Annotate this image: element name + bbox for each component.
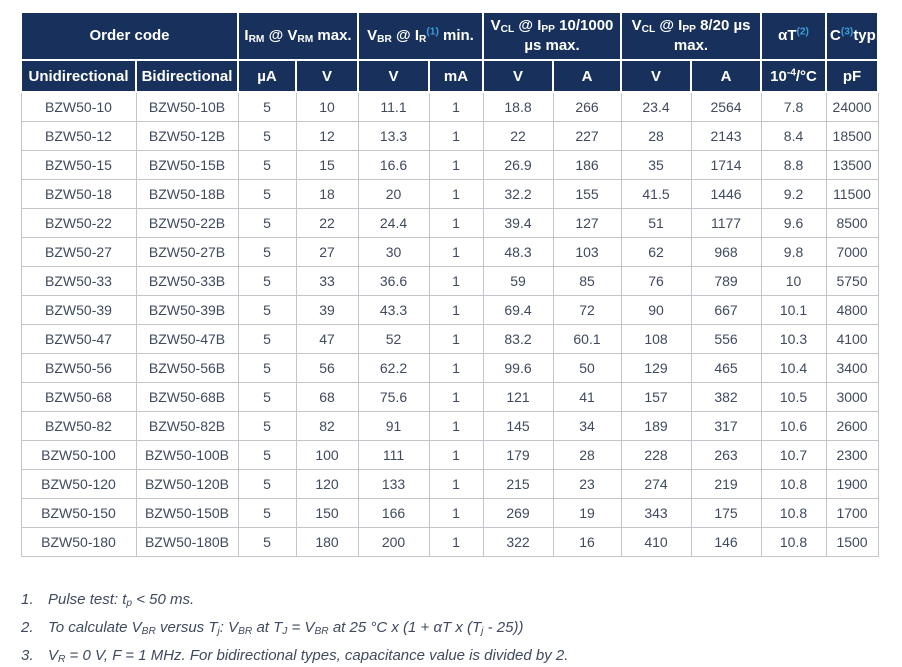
value-cell: 5 (238, 295, 296, 324)
value-cell: 75.6 (358, 382, 429, 411)
value-cell: 2300 (826, 440, 878, 469)
value-cell: 13.3 (358, 121, 429, 150)
value-cell: 111 (358, 440, 429, 469)
value-cell: 5 (238, 353, 296, 382)
value-cell: 22 (296, 208, 358, 237)
value-cell: 215 (483, 469, 553, 498)
value-cell: 2564 (691, 92, 761, 121)
bidirectional-part-cell: BZW50-120B (136, 469, 238, 498)
value-cell: 3000 (826, 382, 878, 411)
table-row (21, 353, 878, 382)
header-alpha-t: $\alpha T^{(2)}$ (761, 12, 826, 60)
value-cell: 1 (429, 208, 483, 237)
unit-volt-vrm: V (296, 60, 358, 92)
value-cell: 5 (238, 150, 296, 179)
table-row (21, 324, 878, 353)
value-cell: 91 (358, 411, 429, 440)
value-cell: 968 (691, 237, 761, 266)
value-cell: 5 (238, 498, 296, 527)
bidirectional-part-cell: BZW50-56B (136, 353, 238, 382)
bidirectional-part-cell: BZW50-33B (136, 266, 238, 295)
value-cell: 228 (621, 440, 691, 469)
value-cell: 5 (238, 527, 296, 556)
footnote-number: 2. (21, 619, 34, 636)
value-cell: 8.8 (761, 150, 826, 179)
value-cell: 127 (553, 208, 621, 237)
bidirectional-part-cell: BZW50-39B (136, 295, 238, 324)
header-vbr-at-ir: $V_{BR}$ @ $I_R^{(1)}$ min. (358, 12, 483, 60)
footnote-text: Pulse test: $t_p < 50$ ms. (48, 591, 195, 610)
table-row (21, 150, 878, 179)
value-cell: 7.8 (761, 92, 826, 121)
value-cell: 10.3 (761, 324, 826, 353)
value-cell: 1 (429, 353, 483, 382)
value-cell: 145 (483, 411, 553, 440)
value-cell: 1 (429, 266, 483, 295)
unidirectional-part-cell: BZW50-68 (21, 382, 136, 411)
unidirectional-part-cell: BZW50-180 (21, 527, 136, 556)
value-cell: 5 (238, 382, 296, 411)
bidirectional-part-cell: BZW50-12B (136, 121, 238, 150)
unidirectional-part-cell: BZW50-82 (21, 411, 136, 440)
value-cell: 39 (296, 295, 358, 324)
footnote-3 (21, 645, 568, 666)
value-cell: 10.6 (761, 411, 826, 440)
value-cell: 13500 (826, 150, 878, 179)
value-cell: 43.3 (358, 295, 429, 324)
table-row (21, 266, 878, 295)
bidirectional-part-cell: BZW50-27B (136, 237, 238, 266)
value-cell: 1 (429, 527, 483, 556)
value-cell: 72 (553, 295, 621, 324)
value-cell: 121 (483, 382, 553, 411)
unidirectional-part-cell: BZW50-39 (21, 295, 136, 324)
value-cell: 667 (691, 295, 761, 324)
value-cell: 269 (483, 498, 553, 527)
bidirectional-part-cell: BZW50-47B (136, 324, 238, 353)
value-cell: 11500 (826, 179, 878, 208)
value-cell: 1 (429, 150, 483, 179)
value-cell: 103 (553, 237, 621, 266)
value-cell: 1900 (826, 469, 878, 498)
value-cell: 39.4 (483, 208, 553, 237)
value-cell: 789 (691, 266, 761, 295)
value-cell: 8500 (826, 208, 878, 237)
value-cell: 5 (238, 324, 296, 353)
unit-header-row (21, 60, 878, 92)
table-row (21, 295, 878, 324)
value-cell: 60.1 (553, 324, 621, 353)
value-cell: 9.8 (761, 237, 826, 266)
value-cell: 32.2 (483, 179, 553, 208)
table-header (21, 12, 878, 92)
table-row (21, 498, 878, 527)
value-cell: 33 (296, 266, 358, 295)
electrical-characteristics-table (20, 11, 879, 557)
unit-volt-vbr: V (358, 60, 429, 92)
value-cell: 41 (553, 382, 621, 411)
table-row (21, 92, 878, 121)
value-cell: 5 (238, 440, 296, 469)
value-cell: 5 (238, 469, 296, 498)
value-cell: 1714 (691, 150, 761, 179)
unidirectional-part-cell: BZW50-12 (21, 121, 136, 150)
value-cell: 2143 (691, 121, 761, 150)
unit-picofarad: pF (826, 60, 878, 92)
header-vcl-8-20us: $V_{CL}$ @ $I_{PP}$ 8/20 µs max. (621, 12, 761, 60)
footnote-text: $V_R = 0$ V, F = 1 MHz. For bidirectional types, capacitance value is divided by 2. (48, 647, 569, 666)
unidirectional-part-cell: BZW50-47 (21, 324, 136, 353)
value-cell: 9.6 (761, 208, 826, 237)
group-header-row (21, 12, 878, 60)
unit-amp-ipp1: A (553, 60, 621, 92)
value-cell: 227 (553, 121, 621, 150)
value-cell: 83.2 (483, 324, 553, 353)
unit-microamp: µA (238, 60, 296, 92)
value-cell: 41.5 (621, 179, 691, 208)
value-cell: 382 (691, 382, 761, 411)
bidirectional-part-cell: BZW50-22B (136, 208, 238, 237)
unidirectional-part-cell: BZW50-27 (21, 237, 136, 266)
value-cell: 10.4 (761, 353, 826, 382)
unidirectional-part-cell: BZW50-150 (21, 498, 136, 527)
value-cell: 48.3 (483, 237, 553, 266)
value-cell: 266 (553, 92, 621, 121)
bidirectional-part-cell: BZW50-18B (136, 179, 238, 208)
value-cell: 155 (553, 179, 621, 208)
unidirectional-part-cell: BZW50-10 (21, 92, 136, 121)
unidirectional-part-cell: BZW50-56 (21, 353, 136, 382)
value-cell: 1 (429, 469, 483, 498)
value-cell: 4800 (826, 295, 878, 324)
footnote-text: To calculate $V_{BR}$ versus $T_j$: $V_{BR}$ at $T_J = V_{BR}$ at 25 °C x (1 + αT x $(T_j - 25)$) (48, 619, 524, 638)
value-cell: 186 (553, 150, 621, 179)
value-cell: 27 (296, 237, 358, 266)
unidirectional-part-cell: BZW50-15 (21, 150, 136, 179)
value-cell: 47 (296, 324, 358, 353)
header-c-typ: $C^{(3)}typ$. (826, 12, 878, 60)
value-cell: 133 (358, 469, 429, 498)
value-cell: 1 (429, 121, 483, 150)
unit-milliamp: mA (429, 60, 483, 92)
value-cell: 28 (553, 440, 621, 469)
table-body (21, 92, 878, 556)
value-cell: 166 (358, 498, 429, 527)
value-cell: 23 (553, 469, 621, 498)
value-cell: 62.2 (358, 353, 429, 382)
value-cell: 10.1 (761, 295, 826, 324)
unidirectional-part-cell: BZW50-120 (21, 469, 136, 498)
value-cell: 274 (621, 469, 691, 498)
value-cell: 3400 (826, 353, 878, 382)
value-cell: 5 (238, 208, 296, 237)
value-cell: 18500 (826, 121, 878, 150)
bidirectional-part-cell: BZW50-10B (136, 92, 238, 121)
value-cell: 1 (429, 324, 483, 353)
value-cell: 100 (296, 440, 358, 469)
value-cell: 19 (553, 498, 621, 527)
value-cell: 1 (429, 237, 483, 266)
value-cell: 50 (553, 353, 621, 382)
bidirectional-part-cell: BZW50-100B (136, 440, 238, 469)
value-cell: 18 (296, 179, 358, 208)
header-vcl-10-1000us: $V_{CL}$ @ $I_{PP}$ 10/1000 µs max. (483, 12, 621, 60)
value-cell: 120 (296, 469, 358, 498)
value-cell: 1 (429, 411, 483, 440)
value-cell: 36.6 (358, 266, 429, 295)
value-cell: 9.2 (761, 179, 826, 208)
value-cell: 24.4 (358, 208, 429, 237)
value-cell: 5 (238, 179, 296, 208)
value-cell: 1446 (691, 179, 761, 208)
value-cell: 69.4 (483, 295, 553, 324)
value-cell: 317 (691, 411, 761, 440)
value-cell: 263 (691, 440, 761, 469)
value-cell: 68 (296, 382, 358, 411)
value-cell: 85 (553, 266, 621, 295)
footnote-number: 1. (21, 591, 34, 608)
footnote-number: 3. (21, 647, 34, 664)
value-cell: 556 (691, 324, 761, 353)
value-cell: 12 (296, 121, 358, 150)
unit-bidirectional: Bidirectional (136, 60, 238, 92)
value-cell: 24000 (826, 92, 878, 121)
value-cell: 34 (553, 411, 621, 440)
value-cell: 1700 (826, 498, 878, 527)
value-cell: 1 (429, 440, 483, 469)
value-cell: 15 (296, 150, 358, 179)
value-cell: 99.6 (483, 353, 553, 382)
bidirectional-part-cell: BZW50-82B (136, 411, 238, 440)
unit-volt-vcl1: V (483, 60, 553, 92)
bidirectional-part-cell: BZW50-180B (136, 527, 238, 556)
unidirectional-part-cell: BZW50-100 (21, 440, 136, 469)
value-cell: 18.8 (483, 92, 553, 121)
value-cell: 179 (483, 440, 553, 469)
table-row (21, 527, 878, 556)
value-cell: 1 (429, 295, 483, 324)
header-order-code: Order code (21, 12, 238, 60)
value-cell: 1 (429, 498, 483, 527)
value-cell: 10.7 (761, 440, 826, 469)
value-cell: 108 (621, 324, 691, 353)
value-cell: 8.4 (761, 121, 826, 150)
table-row (21, 237, 878, 266)
value-cell: 10.8 (761, 469, 826, 498)
unit-unidirectional: Unidirectional (21, 60, 136, 92)
value-cell: 10 (296, 92, 358, 121)
value-cell: 28 (621, 121, 691, 150)
value-cell: 10.5 (761, 382, 826, 411)
table-row (21, 382, 878, 411)
value-cell: 465 (691, 353, 761, 382)
table-row (21, 179, 878, 208)
table-row (21, 440, 878, 469)
value-cell: 5 (238, 121, 296, 150)
bidirectional-part-cell: BZW50-15B (136, 150, 238, 179)
value-cell: 189 (621, 411, 691, 440)
value-cell: 16.6 (358, 150, 429, 179)
value-cell: 5750 (826, 266, 878, 295)
table-row (21, 411, 878, 440)
value-cell: 5 (238, 266, 296, 295)
unidirectional-part-cell: BZW50-22 (21, 208, 136, 237)
value-cell: 56 (296, 353, 358, 382)
value-cell: 26.9 (483, 150, 553, 179)
value-cell: 23.4 (621, 92, 691, 121)
header-irm-at-vrm: $I_{RM}$ @ $V_{RM}$ max. (238, 12, 358, 60)
value-cell: 1500 (826, 527, 878, 556)
value-cell: 1 (429, 382, 483, 411)
bidirectional-part-cell: BZW50-68B (136, 382, 238, 411)
value-cell: 35 (621, 150, 691, 179)
value-cell: 1 (429, 179, 483, 208)
value-cell: 10.8 (761, 498, 826, 527)
value-cell: 10.8 (761, 527, 826, 556)
value-cell: 410 (621, 527, 691, 556)
value-cell: 62 (621, 237, 691, 266)
value-cell: 1177 (691, 208, 761, 237)
footnote-1 (21, 589, 568, 610)
value-cell: 150 (296, 498, 358, 527)
value-cell: 7000 (826, 237, 878, 266)
value-cell: 51 (621, 208, 691, 237)
value-cell: 52 (358, 324, 429, 353)
value-cell: 322 (483, 527, 553, 556)
footnotes (21, 589, 568, 667)
value-cell: 22 (483, 121, 553, 150)
value-cell: 129 (621, 353, 691, 382)
bidirectional-part-cell: BZW50-150B (136, 498, 238, 527)
value-cell: 1 (429, 92, 483, 121)
value-cell: 90 (621, 295, 691, 324)
value-cell: 200 (358, 527, 429, 556)
footnote-2 (21, 617, 568, 638)
value-cell: 2600 (826, 411, 878, 440)
value-cell: 219 (691, 469, 761, 498)
value-cell: 59 (483, 266, 553, 295)
value-cell: 4100 (826, 324, 878, 353)
value-cell: 11.1 (358, 92, 429, 121)
table-row (21, 208, 878, 237)
value-cell: 10 (761, 266, 826, 295)
value-cell: 175 (691, 498, 761, 527)
table-row (21, 121, 878, 150)
table-row (21, 469, 878, 498)
value-cell: 5 (238, 237, 296, 266)
value-cell: 16 (553, 527, 621, 556)
unidirectional-part-cell: BZW50-18 (21, 179, 136, 208)
unit-volt-vcl2: V (621, 60, 691, 92)
unit-amp-ipp2: A (691, 60, 761, 92)
value-cell: 82 (296, 411, 358, 440)
value-cell: 180 (296, 527, 358, 556)
value-cell: 30 (358, 237, 429, 266)
value-cell: 20 (358, 179, 429, 208)
value-cell: 5 (238, 92, 296, 121)
unit-alpha-t: $10^{-4}/^\circ C$ (761, 60, 826, 92)
unidirectional-part-cell: BZW50-33 (21, 266, 136, 295)
value-cell: 5 (238, 411, 296, 440)
value-cell: 343 (621, 498, 691, 527)
value-cell: 157 (621, 382, 691, 411)
value-cell: 76 (621, 266, 691, 295)
value-cell: 146 (691, 527, 761, 556)
